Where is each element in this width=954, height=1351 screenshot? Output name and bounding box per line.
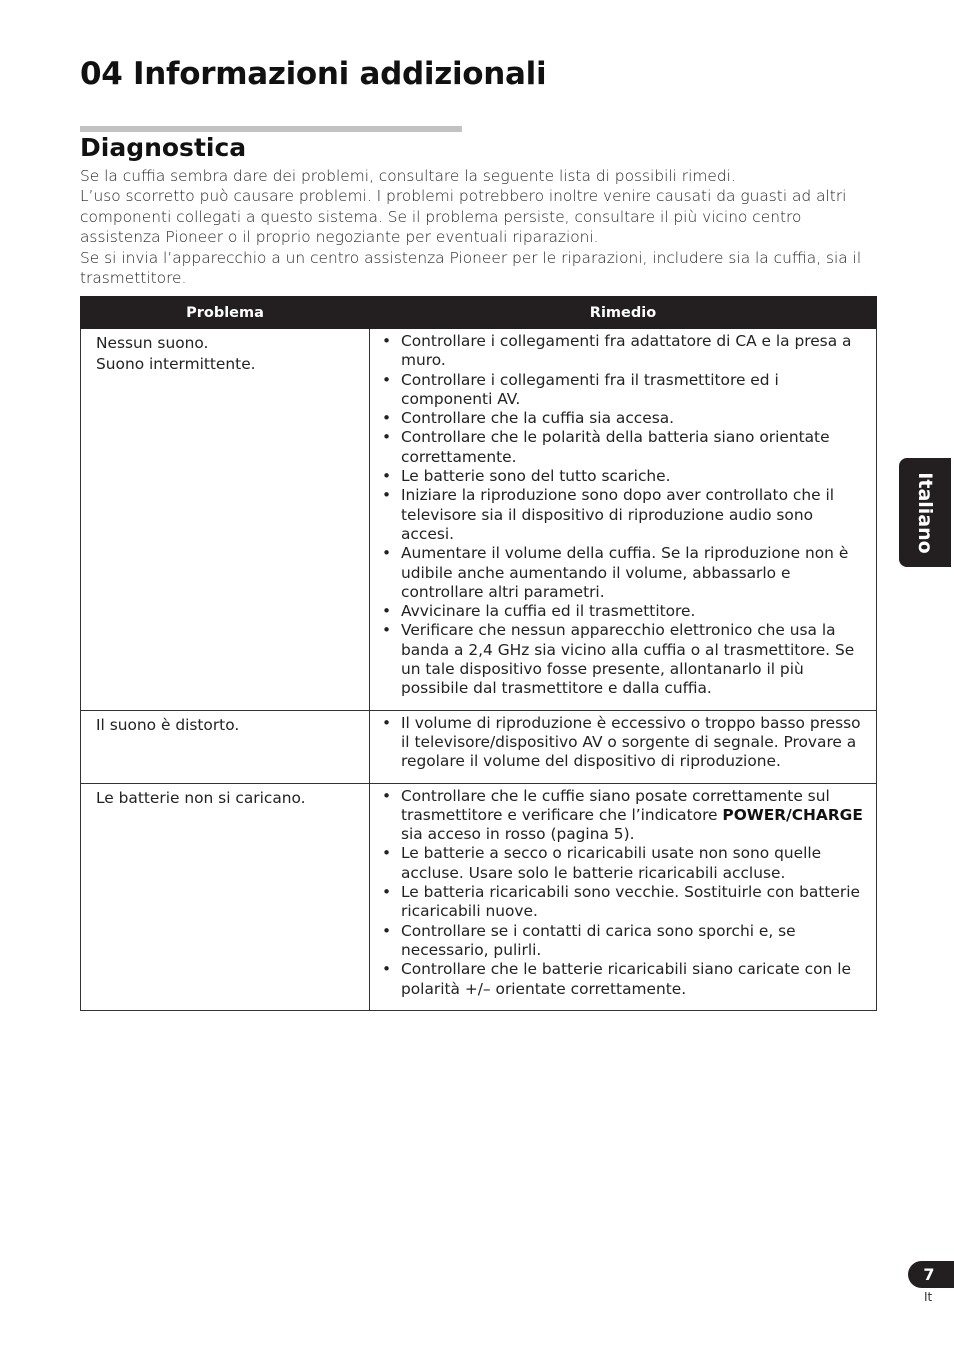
- table-row: [81, 329, 877, 711]
- remedy-list: [382, 714, 868, 772]
- remedy-item: • Il volume di riproduzione è eccessivo o troppo basso presso il televisore/dispositivo AV o sorgente di segnale. Provare a regolare il volume del dispositivo di riproduzione.: [382, 714, 868, 772]
- remedy-item: • Controllare che le polarità della batteria siano orientate correttamente.: [382, 428, 868, 467]
- power-charge-indicator-label: POWER/CHARGE: [722, 805, 863, 824]
- intro-paragraph: L’uso scorretto può causare problemi. I problemi potrebbero inoltre venire causati da guasti ad altri componenti collegati a questo sistema. Se il problema persiste, consultare il più vicino centro assistenza Pioneer o il proprio negoziante per eventuali riparazioni.: [80, 187, 847, 247]
- chapter-title: 04 Informazioni addizionali: [80, 56, 547, 92]
- remedy-text: Controllare che le cuffie siano posate correttamente sul trasmettitore e verificare che l’indicatore: [401, 786, 830, 824]
- remedy-item: • Iniziare la riproduzione sono dopo aver controllato che il televisore sia il dispositivo di riproduzione audio sono accesi.: [382, 486, 868, 544]
- table-row: [81, 783, 877, 1010]
- table-header-row: [81, 297, 877, 329]
- remedy-cell: [370, 329, 877, 711]
- section-divider: [80, 126, 462, 132]
- header-remedy: Rimedio: [370, 297, 877, 329]
- problem-cell: [81, 329, 370, 711]
- intro-paragraph: Se si invia l’apparecchio a un centro assistenza Pioneer per le riparazioni, includere sia la cuffia, sia il trasmettitore.: [80, 248, 862, 288]
- remedy-cell: [370, 710, 877, 783]
- problem-text: Nessun suono. Suono intermittente.: [96, 334, 256, 373]
- remedy-item: • Controllare che le batterie ricaricabili siano caricate con le polarità +/– orientate correttamente.: [382, 960, 868, 999]
- header-problem: Problema: [81, 297, 370, 329]
- page-number: 7: [908, 1261, 954, 1288]
- remedy-text: sia acceso in rosso (pagina 5).: [401, 825, 635, 844]
- problem-cell: [81, 710, 370, 783]
- remedy-list: [382, 332, 868, 699]
- intro-paragraph: Se la cuffia sembra dare dei problemi, consultare la seguente lista di possibili rimedi.: [80, 167, 736, 185]
- remedy-item: • Le batterie sono del tutto scariche.: [382, 467, 868, 486]
- remedy-item: • Verificare che nessun apparecchio elettronico che usa la banda a 2,4 GHz sia vicino alla cuffia o al trasmettitore. Se un tale dispositivo fosse presente, allontanarlo il più possibile dal trasmettitore e dalla cuffia.: [382, 621, 868, 698]
- troubleshooting-table: [80, 296, 877, 1011]
- remedy-item: [382, 787, 868, 845]
- remedy-item: • Controllare se i contatti di carica sono sporchi e, se necessario, pulirli.: [382, 922, 868, 961]
- remedy-cell: [370, 783, 877, 1010]
- section-title: Diagnostica: [80, 133, 247, 162]
- problem-text: Il suono è distorto.: [96, 715, 240, 734]
- language-tab-label: Italiano: [914, 471, 936, 554]
- remedy-item: • Le batterie a secco o ricaricabili usate non sono quelle accluse. Usare solo le batterie ricaricabili accluse.: [382, 844, 868, 883]
- remedy-item: • Controllare i collegamenti fra il trasmettitore ed i componenti AV.: [382, 371, 868, 410]
- remedy-item: • Avvicinare la cuffia ed il trasmettitore.: [382, 602, 868, 621]
- remedy-item: • Aumentare il volume della cuffia. Se la riproduzione non è udibile anche aumentando il volume, abbassarlo e controllare altri parametri.: [382, 544, 868, 602]
- page-language-code: It: [924, 1290, 933, 1304]
- remedy-list: [382, 787, 868, 999]
- remedy-item: • Controllare i collegamenti fra adattatore di CA e la presa a muro.: [382, 332, 868, 371]
- intro-text: [80, 166, 880, 288]
- problem-text: Le batterie non si caricano.: [96, 788, 306, 807]
- problem-cell: [81, 783, 370, 1010]
- remedy-item: • Le batteria ricaricabili sono vecchie. Sostituirle con batterie ricaricabili nuove.: [382, 883, 868, 922]
- remedy-item: • Controllare che la cuffia sia accesa.: [382, 409, 868, 428]
- language-side-tab: [899, 458, 951, 567]
- table-row: [81, 710, 877, 783]
